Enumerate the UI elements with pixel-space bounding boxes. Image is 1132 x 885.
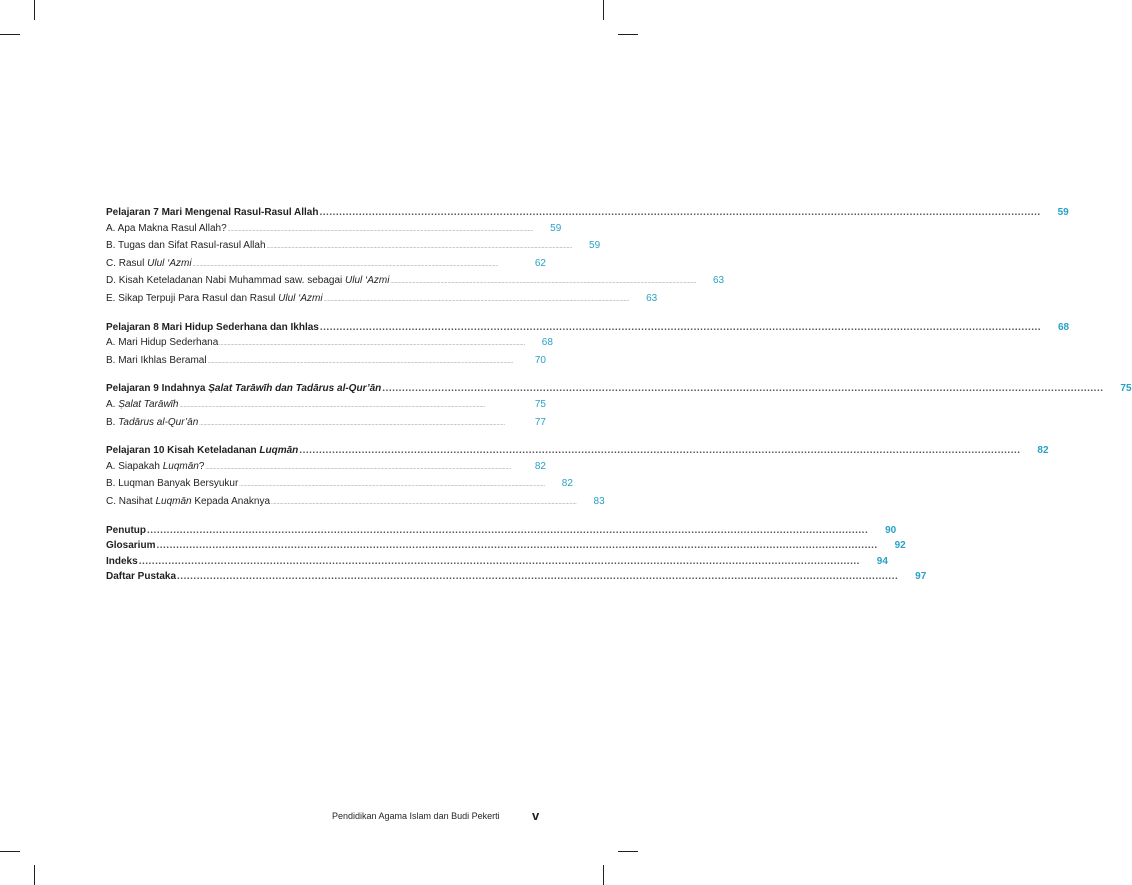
- toc-entry-text: A.: [106, 398, 119, 410]
- toc-page-number: 68: [541, 337, 553, 349]
- toc-entry-label: [106, 221, 227, 237]
- crop-mark: [0, 34, 20, 35]
- toc-entry-text: Luqmān: [162, 460, 199, 472]
- dot-leader: ............................................................................................................................................................................................................................: [147, 524, 869, 536]
- toc-heading[interactable]: [106, 320, 1070, 336]
- toc-entry-text: E. Sikap Terpuji Para Rasul dan Rasul: [106, 292, 279, 304]
- page-number: v: [532, 808, 540, 823]
- toc-entry-text: Luqmān: [259, 445, 299, 457]
- toc-entry-text: B. Luqman Banyak Bersyukur: [106, 478, 239, 490]
- dot-leader: ............................................................................................................................................................................................................................: [179, 402, 486, 409]
- toc-page-number: 75: [534, 398, 546, 410]
- toc-entry-label: [106, 523, 146, 539]
- toc-entry-text: Ulul ‘Azmi: [345, 275, 390, 287]
- toc-heading[interactable]: [106, 205, 1069, 221]
- toc-entry-text: Pelajaran 9 Indahnya: [106, 383, 209, 395]
- toc-entry[interactable]: [106, 397, 546, 415]
- section-gap: [106, 432, 546, 443]
- toc-entry-text: Tadārus al-Qur’ān: [118, 416, 199, 428]
- toc-entry-label: [106, 320, 319, 336]
- toc-entry-label: [106, 353, 207, 369]
- dot-leader: ............................................................................................................................................................................................................................: [323, 296, 630, 303]
- toc-entry[interactable]: [106, 415, 546, 433]
- toc-entry-text: Ulul ‘Azmi: [147, 257, 192, 269]
- crop-mark: [0, 851, 20, 852]
- toc-page-number: 83: [593, 495, 605, 507]
- toc-page-number: 75: [1120, 383, 1132, 395]
- dot-leader: ............................................................................................................................................................................................................................: [138, 555, 860, 567]
- toc-entry-text: Glosarium: [106, 540, 156, 552]
- toc-heading[interactable]: [106, 554, 888, 570]
- toc-heading[interactable]: [106, 381, 1132, 397]
- toc-entry-text: Kepada Anaknya: [191, 495, 271, 507]
- toc-entry-label: [106, 554, 138, 570]
- toc-entry-label: [106, 459, 204, 475]
- toc-entry-label: [106, 291, 323, 307]
- toc-entry-label: [106, 494, 270, 510]
- dot-leader: ............................................................................................................................................................................................................................: [192, 261, 499, 268]
- toc-entry-text: Indeks: [106, 555, 138, 567]
- crop-mark: [34, 865, 35, 885]
- toc-page-number: 94: [876, 555, 888, 567]
- toc-entry-text: ?: [198, 460, 205, 472]
- toc-entry-text: Ulul ‘Azmi: [278, 292, 323, 304]
- dot-leader: ............................................................................................................................................................................................................................: [271, 499, 577, 506]
- toc-entry-text: A. Siapakah: [106, 460, 163, 472]
- toc-heading[interactable]: [106, 538, 906, 554]
- toc-entry-text: Luqmān: [155, 495, 192, 507]
- toc-entry-label: [106, 205, 318, 221]
- toc-entry[interactable]: [106, 335, 553, 353]
- toc-entry-text: Daftar Pustaka: [106, 571, 177, 583]
- dot-leader: ............................................................................................................................................................................................................................: [156, 540, 878, 552]
- toc-entry-text: C. Nasihat: [106, 495, 156, 507]
- toc-entry-label: [106, 569, 176, 585]
- toc-entry[interactable]: [106, 494, 605, 512]
- toc-entry-text: Pelajaran 10 Kisah Keteladanan: [106, 445, 260, 457]
- toc-page-number: 82: [534, 460, 546, 472]
- dot-leader: ............................................................................................................................................................................................................................: [219, 341, 525, 348]
- toc-page-number: 62: [534, 257, 546, 269]
- toc-entry-text: A. Mari Hidup Sederhana: [106, 337, 219, 349]
- dot-leader: ............................................................................................................................................................................................................................: [266, 244, 573, 251]
- toc-heading[interactable]: [106, 569, 927, 585]
- crop-mark: [618, 851, 638, 852]
- toc-page-number: 82: [1037, 445, 1049, 457]
- toc-entry-label: [106, 415, 198, 431]
- toc-page-number: 59: [1057, 207, 1069, 218]
- toc-page-number: 92: [894, 540, 906, 552]
- toc-entry-text: Ṣalat Tarāwīh: [118, 398, 179, 410]
- toc-entry[interactable]: [106, 238, 601, 256]
- toc-page-number: 63: [646, 292, 658, 304]
- toc-entry-label: [106, 273, 389, 289]
- book-title: Pendidikan Agama Islam dan Budi Pekerti: [332, 811, 500, 821]
- crop-mark: [34, 0, 35, 20]
- toc-entry-label: [106, 335, 218, 351]
- toc-entry-text: Pelajaran 8 Mari Hidup Sederhana dan Ikhlas: [106, 321, 319, 333]
- toc-page-number: 90: [885, 524, 897, 536]
- toc-entry[interactable]: [106, 221, 562, 239]
- dot-leader: ............................................................................................................................................................................................................................: [177, 571, 899, 583]
- toc-page-number: 59: [550, 222, 562, 234]
- crop-mark: [618, 34, 638, 35]
- toc-entry-label: [106, 381, 381, 397]
- toc-page-number: 77: [534, 416, 546, 428]
- dot-leader: ............................................................................................................................................................................................................................: [239, 482, 545, 489]
- toc-entry-text: Pelajaran 7 Mari Mengenal Rasul-Rasul Allah: [106, 207, 319, 218]
- toc-page-number: 68: [1057, 321, 1070, 333]
- section-gap: [106, 309, 546, 320]
- toc-entry-text: A. Apa Makna Rasul Allah?: [106, 222, 227, 234]
- toc-entry-text: B. Tugas dan Sifat Rasul-rasul Allah: [106, 240, 266, 252]
- toc-entry-label: [106, 476, 238, 492]
- toc-heading[interactable]: [106, 523, 897, 539]
- dot-leader: ............................................................................................................................................................................................................................: [390, 279, 697, 286]
- dot-leader: ............................................................................................................................................................................................................................: [319, 321, 1042, 333]
- crop-mark: [603, 865, 604, 885]
- dot-leader: ............................................................................................................................................................................................................................: [382, 383, 1104, 395]
- toc-entry[interactable]: [106, 291, 658, 309]
- dot-leader: ............................................................................................................................................................................................................................: [205, 464, 512, 471]
- toc-entry-label: [106, 397, 178, 413]
- toc-page-number: 59: [589, 240, 601, 252]
- toc-entry-text: C. Rasul: [106, 257, 148, 269]
- dot-leader: ............................................................................................................................................................................................................................: [299, 445, 1021, 457]
- toc-entry-label: [106, 443, 298, 459]
- dot-leader: ............................................................................................................................................................................................................................: [227, 226, 534, 233]
- toc-entry[interactable]: [106, 353, 546, 371]
- dot-leader: ............................................................................................................................................................................................................................: [207, 358, 514, 365]
- toc-entry[interactable]: [106, 476, 573, 494]
- toc-entry-text: Penutup: [106, 524, 146, 536]
- toc-entry[interactable]: [106, 256, 546, 274]
- toc-page-number: 63: [712, 275, 725, 287]
- toc-entry-text: D. Kisah Keteladanan Nabi Muhammad saw. sebagai: [106, 275, 346, 287]
- toc-entry-label: [106, 538, 155, 554]
- section-gap: [106, 370, 546, 381]
- table-of-contents: [106, 205, 1132, 585]
- toc-entry-label: [106, 256, 192, 272]
- section-gap: [106, 512, 546, 523]
- toc-entry[interactable]: [106, 273, 725, 291]
- crop-mark: [603, 0, 604, 20]
- toc-page-number: 82: [561, 478, 573, 490]
- toc-entry-label: [106, 238, 266, 254]
- dot-leader: ............................................................................................................................................................................................................................: [319, 207, 1041, 218]
- toc-entry-text: Ṣalat Tarāwīh dan Tadārus al-Qur’ān: [208, 383, 382, 395]
- dot-leader: ............................................................................................................................................................................................................................: [199, 420, 505, 427]
- toc-heading[interactable]: [106, 443, 1049, 459]
- toc-entry-text: B. Mari Ikhlas Beramal: [106, 354, 207, 366]
- toc-entry-text: B.: [106, 416, 119, 428]
- toc-page-number: 70: [534, 354, 546, 366]
- toc-page-number: 97: [915, 571, 927, 583]
- toc-entry[interactable]: [106, 459, 546, 477]
